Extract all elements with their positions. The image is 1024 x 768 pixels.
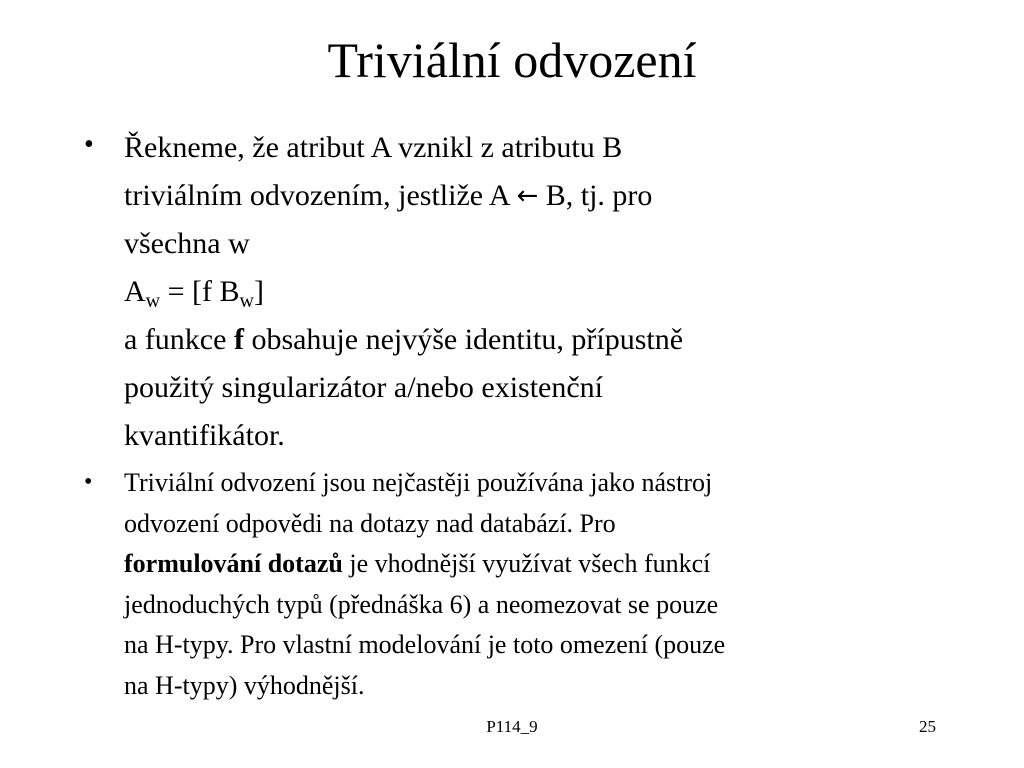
formula-a: A <box>124 275 146 308</box>
slide-title: Triviální odvození <box>327 32 697 88</box>
bullet-line <box>124 172 944 220</box>
bullet-line: na H-typy) výhodnější. <box>124 670 365 700</box>
bullet-line: kvantifikátor. <box>124 419 285 452</box>
bullet-marker: • <box>84 469 93 495</box>
bullet-line: odvození odpovědi na dotazy nad databází. Pro <box>124 508 616 538</box>
bullet-line: na H-typy. Pro vlastní modelování je toto omezení (pouze <box>124 630 726 659</box>
bold-term: f <box>233 323 244 356</box>
bullet-text: obsahuje nejvýše identitu, přípustně <box>243 323 684 356</box>
bullet-text: B, tj. pro <box>538 179 653 212</box>
left-arrow-icon: ← <box>516 181 539 211</box>
formula-eq: = [f B <box>160 275 240 308</box>
bullet-line: Řekneme, že atribut A vznikl z atributu B <box>124 131 623 164</box>
bullet-line: jednoduchých typů (přednáška 6) a neomezovat se pouze <box>124 589 719 619</box>
formula-subscript: w <box>145 290 161 312</box>
bullet-line: Triviální odvození jsou nejčastěji používána jako nástroj <box>124 468 713 497</box>
bullet-line: všechna w <box>124 227 250 260</box>
formula-close: ] <box>254 275 264 308</box>
formula-subscript: w <box>239 290 254 312</box>
bullet-line <box>124 316 944 364</box>
bullet-line <box>124 544 944 585</box>
bullet-marker: • <box>84 129 94 160</box>
bullet-text: je vhodnější využívat všech funkcí <box>342 549 711 578</box>
bold-term: formulování dotazů <box>124 549 343 578</box>
footer-label: P114_9 <box>486 717 538 736</box>
bullet-item-definition <box>124 124 944 460</box>
formula <box>124 268 944 316</box>
bullet-text: a funkce <box>124 323 234 356</box>
bullet-line: použitý singularizátor a/nebo existenční <box>124 371 604 404</box>
page-number: 25 <box>919 717 936 736</box>
bullet-item-usage <box>124 463 944 706</box>
bullet-text: triviálním odvozením, jestliže A <box>124 179 517 212</box>
